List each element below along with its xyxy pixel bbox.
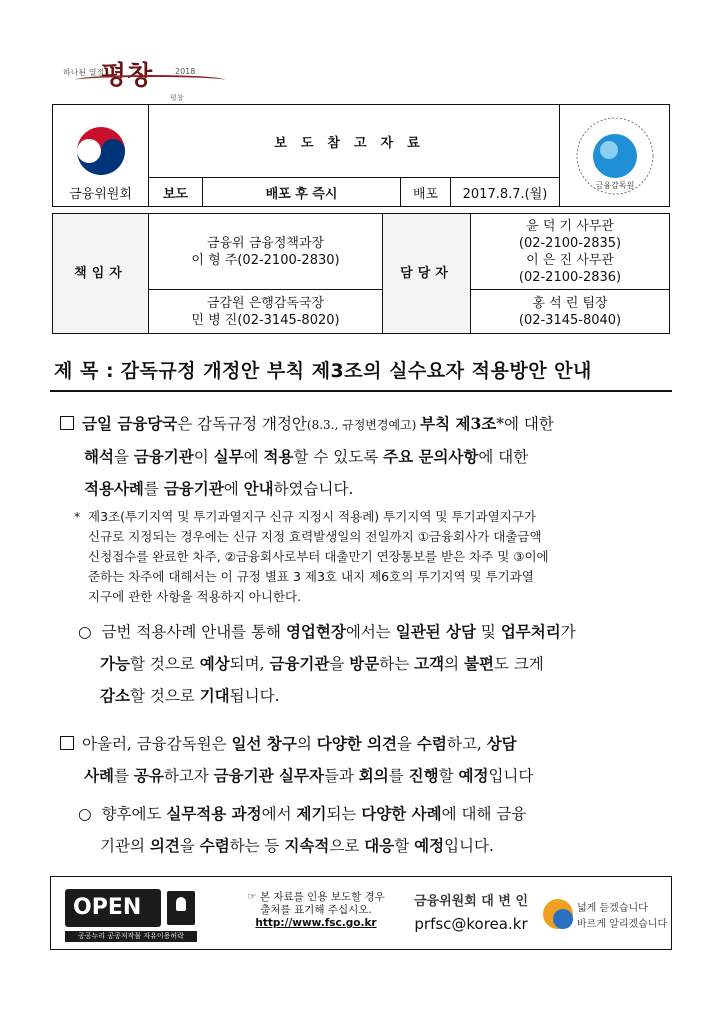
text: 부칙 제3조 xyxy=(420,414,497,433)
spokesperson-title: 금융위원회 대 변 인 xyxy=(413,894,529,909)
open-license-logo: OPEN xyxy=(65,889,161,927)
text: 적용사례 xyxy=(84,479,144,498)
subject-label: 제 목 : xyxy=(54,360,115,382)
text: 에 xyxy=(243,448,264,466)
text: 가 xyxy=(560,623,576,641)
footnote-line: 제3조(투기지역 및 투기과열지구 신규 지정시 적용례) 투기지역 및 투기과열지구가 xyxy=(88,509,536,524)
fsc-logo-cell xyxy=(53,105,149,207)
text: 에서는 xyxy=(345,623,396,641)
open-license-caption: 공공누리 공공저작물 자유이용허락 xyxy=(65,931,197,942)
text: (8.3., 규정변경예고) xyxy=(306,418,421,432)
resp-cell-1 xyxy=(149,214,383,290)
text: 해석 xyxy=(84,447,114,466)
text: 영업현장 xyxy=(285,622,346,641)
citation-line: 출처를 표기해 주십시오. xyxy=(260,904,372,916)
contact-table xyxy=(52,213,670,334)
resp-person-2: 민 병 진(02-3145-8020) xyxy=(191,312,340,328)
text: 을 xyxy=(179,837,200,855)
text: 일관된 상담 xyxy=(395,622,476,641)
text: 예상 xyxy=(199,654,230,673)
staff-line: 윤 덕 기 사무관 xyxy=(526,218,614,234)
text: 할 수 있도록 xyxy=(293,448,384,466)
text: 할 xyxy=(438,767,459,785)
attribution-icon xyxy=(167,891,195,925)
text: 고객 xyxy=(414,654,445,673)
text: 를 xyxy=(143,480,164,498)
slogan-line: 바르게 알리겠습니다 xyxy=(577,919,668,930)
text: 은 감독규정 개정안 xyxy=(177,415,307,433)
logo-brush-text: 평창 xyxy=(101,61,154,91)
text: 들과 xyxy=(323,767,359,785)
fss-globe-icon xyxy=(573,114,657,198)
text: 에서 xyxy=(261,805,297,823)
text: 방문 xyxy=(349,654,380,673)
text: 적용 xyxy=(263,447,294,466)
release-label: 보도 xyxy=(149,178,203,207)
text: 를 xyxy=(113,767,134,785)
staff-line: 이 은 진 사무관 xyxy=(526,252,614,268)
text: 할 것으로 xyxy=(129,655,200,673)
text: 다양한 의견 xyxy=(316,734,398,753)
citation-line: ☞ 본 자료를 인용 보도할 경우 xyxy=(247,891,385,903)
resp-cell-2 xyxy=(149,290,383,334)
slogan-logo xyxy=(543,895,668,939)
resp-person-1: 이 형 주(02-2100-2830) xyxy=(191,252,340,268)
text: 기대 xyxy=(199,686,230,705)
text: 아울러, 금융감독원은 xyxy=(82,735,232,753)
text: 주요 문의사항 xyxy=(383,447,479,466)
text: 를 xyxy=(388,767,409,785)
text: 하였습니다. xyxy=(273,480,354,498)
text: 감소 xyxy=(100,686,130,705)
text: 지속적 xyxy=(284,836,330,855)
logo-small-right: 2018 xyxy=(175,67,196,76)
text: 됩니다. xyxy=(229,687,280,705)
staff-line: (02-2100-2836) xyxy=(518,269,622,285)
text: 금융기관 xyxy=(133,447,194,466)
text: 기관의 xyxy=(100,837,150,855)
text: 에 대해 금융 xyxy=(441,805,527,823)
text: 대응 xyxy=(364,836,395,855)
staff-cell-1 xyxy=(471,214,670,290)
text: 및 xyxy=(475,623,501,641)
fss-logo-cell xyxy=(560,105,670,207)
text: 하는 등 xyxy=(229,837,285,855)
text: 을 xyxy=(113,448,134,466)
text: 수렴 xyxy=(416,734,447,753)
resp-org-2: 금감원 은행감독국장 xyxy=(206,295,325,311)
text: 이 xyxy=(193,448,214,466)
text: 금융기관 실무자 xyxy=(213,766,324,785)
footnote-line: 준하는 차주에 대해서는 이 규정 별표 3 제3호 내지 제6호의 투기지역 및 투기과열 xyxy=(88,569,534,584)
org-name: 금융위원회 xyxy=(69,187,132,202)
footnote-line: 신청접수를 완료한 차주, ②금융회사로부터 대출만기 연장통보를 받은 차주 및 ③이에 xyxy=(88,549,549,564)
text: 의견 xyxy=(149,836,180,855)
staff-line: 홍 석 린 팀장 xyxy=(532,295,608,311)
footnote-line: 신규로 지정되는 경우에는 신규 지정 효력발생일의 전일까지 ①금융회사가 대출금액 xyxy=(88,529,542,544)
staff-cell-2 xyxy=(471,290,670,334)
square-bullet-icon xyxy=(60,416,74,430)
footnote xyxy=(74,507,668,607)
header-table xyxy=(52,104,670,207)
logo-tiny: 평창 xyxy=(170,94,184,102)
slogan-circle-icon xyxy=(553,909,573,929)
text: 도 크게 xyxy=(493,655,544,673)
dist-label: 배포 xyxy=(401,178,451,207)
slogan-line: 넓게 듣겠습니다 xyxy=(577,903,648,914)
spokesperson-email[interactable]: prfsc@korea.kr xyxy=(414,915,528,933)
paragraph-1 xyxy=(60,408,672,505)
spokesperson-block xyxy=(401,891,541,935)
footnote-star: * xyxy=(74,509,81,524)
text: 진행 xyxy=(408,766,439,785)
text: 할 xyxy=(394,837,415,855)
text: 하는 xyxy=(379,655,415,673)
text: 하고, xyxy=(446,735,487,753)
text: 상담 xyxy=(486,734,517,753)
text: *에 대한 xyxy=(496,415,554,433)
text: 입니다 xyxy=(488,767,534,785)
text: 할 것으로 xyxy=(129,687,200,705)
text: 되며, xyxy=(229,655,270,673)
text: 실무 xyxy=(213,447,244,466)
text: 예정 xyxy=(458,766,489,785)
text: 불편 xyxy=(463,654,494,673)
resp-label: 책임자 xyxy=(53,214,149,334)
footer-box xyxy=(50,876,672,950)
circle-bullet-icon: ○ xyxy=(78,805,92,823)
footnote-line: 지구에 관한 사항을 적용하지 아니한다. xyxy=(88,589,302,604)
fss-logo-label: 금융감독원 xyxy=(595,180,634,190)
text: 가능 xyxy=(100,654,130,673)
text: 하고자 xyxy=(163,767,214,785)
text: 향후에도 xyxy=(101,805,167,823)
text: 다양한 사례 xyxy=(361,804,442,823)
text: 금융기관 xyxy=(163,479,224,498)
staff-line: (02-2100-2835) xyxy=(518,235,622,251)
text: 을 xyxy=(397,735,417,753)
taegeuk-icon xyxy=(73,121,129,177)
text: 회의 xyxy=(358,766,389,785)
text: 금일 xyxy=(82,414,118,433)
text: 금번 적용사례 안내를 통해 xyxy=(101,623,286,641)
text: 수렴 xyxy=(199,836,230,855)
doc-title: 보도참고자료 xyxy=(149,105,560,178)
circle-bullet-icon: ○ xyxy=(78,623,92,641)
text: 되는 xyxy=(326,805,362,823)
text: 제기 xyxy=(296,804,327,823)
text: 금융당국 xyxy=(117,414,178,433)
text: 사례 xyxy=(84,766,114,785)
citation-note xyxy=(221,891,411,930)
text: 의 xyxy=(296,735,317,753)
text: 일선 창구 xyxy=(231,734,297,753)
release-value: 배포 후 즉시 xyxy=(203,178,401,207)
paragraph-3 xyxy=(60,728,672,792)
text: 업무처리 xyxy=(500,622,561,641)
text: 의 xyxy=(444,655,464,673)
text: 을 xyxy=(329,655,350,673)
staff-line: (02-3145-8040) xyxy=(518,312,622,328)
subject-text: 감독규정 개정안 부칙 제3조의 실수요자 적용방안 안내 xyxy=(120,360,592,382)
staff-label: 담당자 xyxy=(383,214,471,334)
text: 에 대한 xyxy=(478,448,529,466)
resp-org-1: 금융위 금융정책과장 xyxy=(206,235,325,251)
square-bullet-icon xyxy=(60,736,74,750)
text: 실무적용 과정 xyxy=(166,804,262,823)
paragraph-4 xyxy=(78,798,672,862)
text: 으로 xyxy=(329,837,365,855)
paragraph-2 xyxy=(78,616,672,712)
release-date: 2017.8.7.(월) xyxy=(451,178,560,207)
text: 예정 xyxy=(414,836,445,855)
website-link[interactable]: http://www.fsc.go.kr xyxy=(255,917,377,929)
text: 입니다. xyxy=(444,837,494,855)
text: 공유 xyxy=(133,766,164,785)
text: 안내 xyxy=(243,479,274,498)
logo-swoosh xyxy=(75,75,225,85)
subject-line xyxy=(50,350,672,392)
text: 에 xyxy=(223,480,244,498)
logo-small-left: 하나된 열정 xyxy=(63,68,105,77)
text: 금융기관 xyxy=(269,654,330,673)
